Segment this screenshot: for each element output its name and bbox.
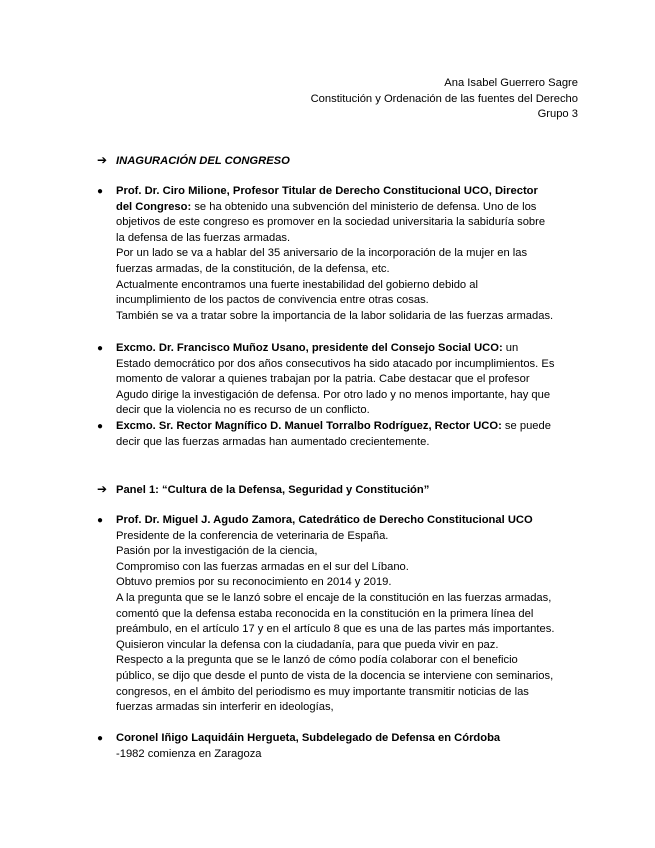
text-line: incumplimiento de los pactos de convivencia entre otras cosas. [116,294,429,307]
text-line: decir que las fuerzas armadas han aumentado crecientemente. [116,435,430,448]
bullet-icon: ● [97,733,104,744]
list-item-milione [97,184,582,324]
bullet-icon: ● [97,343,104,354]
bullet-icon: ● [97,421,104,432]
speaker-name: Prof. Dr. Ciro Milione, Profesor Titular de Derecho Constitucional UCO, Director [116,185,538,197]
speaker-name: Prof. Dr. Miguel J. Agudo Zamora, Catedrático de Derecho Constitucional UCO [116,514,533,526]
text-line: Agudo dirige la investigación de defensa. Por otro lado y no menos importante, hay que [116,388,551,401]
list-item-laquidain [97,731,582,762]
section-heading-inauguracion [97,153,290,167]
text-line: Compromiso con las fuerzas armadas en el sur del Líbano. [116,560,409,573]
list-item-agudo [97,513,582,716]
text-line: fuerzas armadas, de la constitución, de la defensa, etc. [116,262,390,275]
bullet-icon: ● [97,515,104,526]
text-line: Actualmente encontramos una fuerte inestabilidad del gobierno debido al [116,278,478,291]
list-item-usano [97,341,582,419]
list-item-torralbo [97,419,582,450]
text-line: preámbulo, en el artículo 17 y en el artículo 8 que es una de las partes más importantes. [116,623,555,636]
arrow-icon: ➔ [97,153,108,167]
bullet-icon: ● [97,186,104,197]
text-line: fuerzas armadas sin interferir en ideologías, [116,701,334,714]
text-line: Obtuvo premios por su reconocimiento en 2014 y 2019. [116,576,392,589]
speaker-text: un [502,342,519,354]
text-line: Quisieron vincular la defensa con la ciudadanía, para que pueda vivir en paz. [116,638,499,651]
speaker-text: se ha obtenido una subvención del ministerio de defensa. Uno de los [191,200,537,213]
text-line: -1982 comienza en Zaragoza [116,747,262,760]
speaker-name: Excmo. Dr. Francisco Muñoz Usano, presidente del Consejo Social UCO: [116,342,503,354]
section-title: Panel 1: “Cultura de la Defensa, Seguridad y Constitución” [116,484,430,496]
text-line: decir que la violencia no es recurso de un conflicto. [116,404,370,417]
text-line: Pasión por la investigación de la ciencia, [116,545,318,558]
group-name: Grupo 3 [537,108,578,121]
text-line: Por un lado se va a hablar del 35 aniversario de la incorporación de la mujer en las [116,247,528,260]
author-name: Ana Isabel Guerrero Sagre [444,77,578,89]
arrow-icon: ➔ [97,482,108,496]
subject-name: Constitución y Ordenación de las fuentes del Derecho [310,92,578,105]
text-line: la defensa de las fuerzas armadas. [116,231,291,244]
speaker-text: se puede [501,420,551,432]
text-line: Estado democrático por dos años consecutivos ha sido atacado por incumplimientos. Es [116,357,555,370]
speaker-name: Coronel Iñigo Laquidáin Hergueta, Subdelegado de Defensa en Córdoba [116,732,501,744]
text-line: Presidente de la conferencia de veterinaria de España. [116,529,389,542]
speaker-name: Excmo. Sr. Rector Magnífico D. Manuel Torralbo Rodríguez, Rector UCO: [116,420,502,432]
speaker-name-cont: del Congreso: [116,200,192,213]
text-line: comentó que la defensa estaba reconocida en la constitución en la primera línea del [116,607,534,620]
section-title: INAGURACIÓN DEL CONGRESO [116,155,290,167]
text-line: congresos, en el ámbito del periodismo es muy importante transmitir noticias de las [116,685,529,698]
section-heading-panel1 [97,482,429,496]
document-header [311,76,578,123]
text-line: momento de valorar a quienes trabajan por la patria. Cabe destacar que el profesor [116,373,530,386]
text-line: También se va a tratar sobre la importancia de la labor solidaria de las fuerzas armadas. [116,309,554,322]
text-line: Respecto a la pregunta que se le lanzó de cómo podía colaborar con el beneficio [116,654,518,667]
text-line: objetivos de este congreso es promover en la sociedad universitaria la sabiduría sobre [116,216,546,229]
text-line: público, se dijo que desde el punto de vista de la docencia se interviene con seminarios, [116,669,554,682]
text-line: A la pregunta que se le lanzó sobre el encaje de la constitución en las fuerzas armadas, [116,591,552,604]
